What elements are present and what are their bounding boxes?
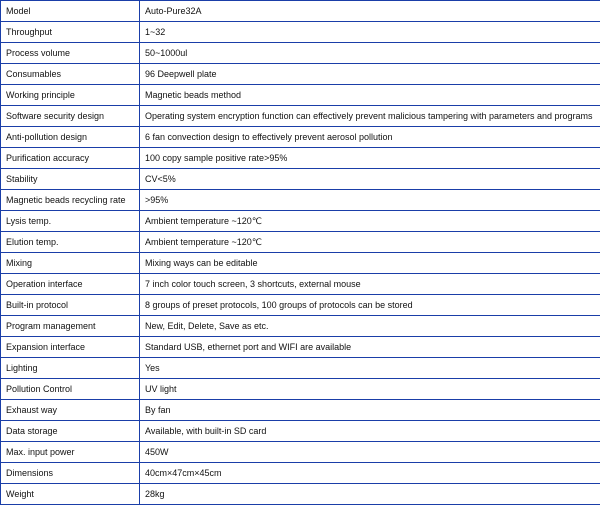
spec-value-cell: Available, with built-in SD card: [140, 421, 600, 442]
spec-row: [1, 190, 600, 211]
spec-value-cell: CV<5%: [140, 169, 600, 190]
spec-value-cell: 40cm×47cm×45cm: [140, 463, 600, 484]
spec-parameter-cell: Built-in protocol: [1, 295, 140, 316]
spec-parameter-cell: Stability: [1, 169, 140, 190]
spec-value-cell: Ambient temperature ~120℃: [140, 211, 600, 232]
spec-parameter-cell: Magnetic beads recycling rate: [1, 190, 140, 211]
spec-value-cell: 50~1000ul: [140, 43, 600, 64]
spec-row: [1, 484, 600, 505]
spec-parameter-cell: Dimensions: [1, 463, 140, 484]
spec-parameter-cell: Expansion interface: [1, 337, 140, 358]
spec-parameter-cell: Weight: [1, 484, 140, 505]
spec-parameter-cell: Pollution Control: [1, 379, 140, 400]
spec-value-cell: Mixing ways can be editable: [140, 253, 600, 274]
spec-row: [1, 400, 600, 421]
spec-parameter-cell: Max. input power: [1, 442, 140, 463]
spec-parameter-cell: Consumables: [1, 64, 140, 85]
spec-parameter-cell: Process volume: [1, 43, 140, 64]
spec-value-cell: 7 inch color touch screen, 3 shortcuts, external mouse: [140, 274, 600, 295]
spec-row: [1, 295, 600, 316]
spec-value-cell: Yes: [140, 358, 600, 379]
spec-value-cell: Operating system encryption function can effectively prevent malicious tampering with parameters and programs: [140, 106, 600, 127]
spec-value-cell: By fan: [140, 400, 600, 421]
spec-value-cell: >95%: [140, 190, 600, 211]
spec-value-cell: UV light: [140, 379, 600, 400]
specification-table-body: [1, 1, 600, 505]
spec-row: [1, 316, 600, 337]
spec-row: [1, 421, 600, 442]
spec-row: [1, 379, 600, 400]
spec-row: [1, 127, 600, 148]
spec-row: [1, 1, 600, 22]
spec-row: [1, 463, 600, 484]
spec-value-cell: 8 groups of preset protocols, 100 groups of protocols can be stored: [140, 295, 600, 316]
spec-parameter-cell: Working principle: [1, 85, 140, 106]
spec-parameter-cell: Purification accuracy: [1, 148, 140, 169]
spec-value-cell: 100 copy sample positive rate>95%: [140, 148, 600, 169]
spec-parameter-cell: Lysis temp.: [1, 211, 140, 232]
spec-parameter-cell: Exhaust way: [1, 400, 140, 421]
spec-row: [1, 337, 600, 358]
spec-row: [1, 64, 600, 85]
spec-value-cell: 6 fan convection design to effectively prevent aerosol pollution: [140, 127, 600, 148]
spec-parameter-cell: Software security design: [1, 106, 140, 127]
spec-value-cell: New, Edit, Delete, Save as etc.: [140, 316, 600, 337]
spec-row: [1, 85, 600, 106]
spec-value-cell: 28kg: [140, 484, 600, 505]
spec-row: [1, 253, 600, 274]
spec-parameter-cell: Lighting: [1, 358, 140, 379]
spec-parameter-cell: Mixing: [1, 253, 140, 274]
spec-row: [1, 232, 600, 253]
spec-value-cell: Magnetic beads method: [140, 85, 600, 106]
spec-value-cell: 96 Deepwell plate: [140, 64, 600, 85]
spec-row: [1, 22, 600, 43]
spec-value-cell: 450W: [140, 442, 600, 463]
spec-row: [1, 442, 600, 463]
spec-parameter-cell: Anti-pollution design: [1, 127, 140, 148]
spec-parameter-cell: Throughput: [1, 22, 140, 43]
spec-row: [1, 274, 600, 295]
spec-row: [1, 148, 600, 169]
spec-row: [1, 106, 600, 127]
spec-parameter-cell: Model: [1, 1, 140, 22]
spec-parameter-cell: Program management: [1, 316, 140, 337]
spec-parameter-cell: Operation interface: [1, 274, 140, 295]
spec-parameter-cell: Data storage: [1, 421, 140, 442]
spec-row: [1, 358, 600, 379]
spec-row: [1, 43, 600, 64]
spec-row: [1, 169, 600, 190]
spec-row: [1, 211, 600, 232]
spec-value-cell: Auto-Pure32A: [140, 1, 600, 22]
spec-value-cell: 1~32: [140, 22, 600, 43]
spec-value-cell: Ambient temperature ~120℃: [140, 232, 600, 253]
spec-value-cell: Standard USB, ethernet port and WIFI are available: [140, 337, 600, 358]
spec-parameter-cell: Elution temp.: [1, 232, 140, 253]
